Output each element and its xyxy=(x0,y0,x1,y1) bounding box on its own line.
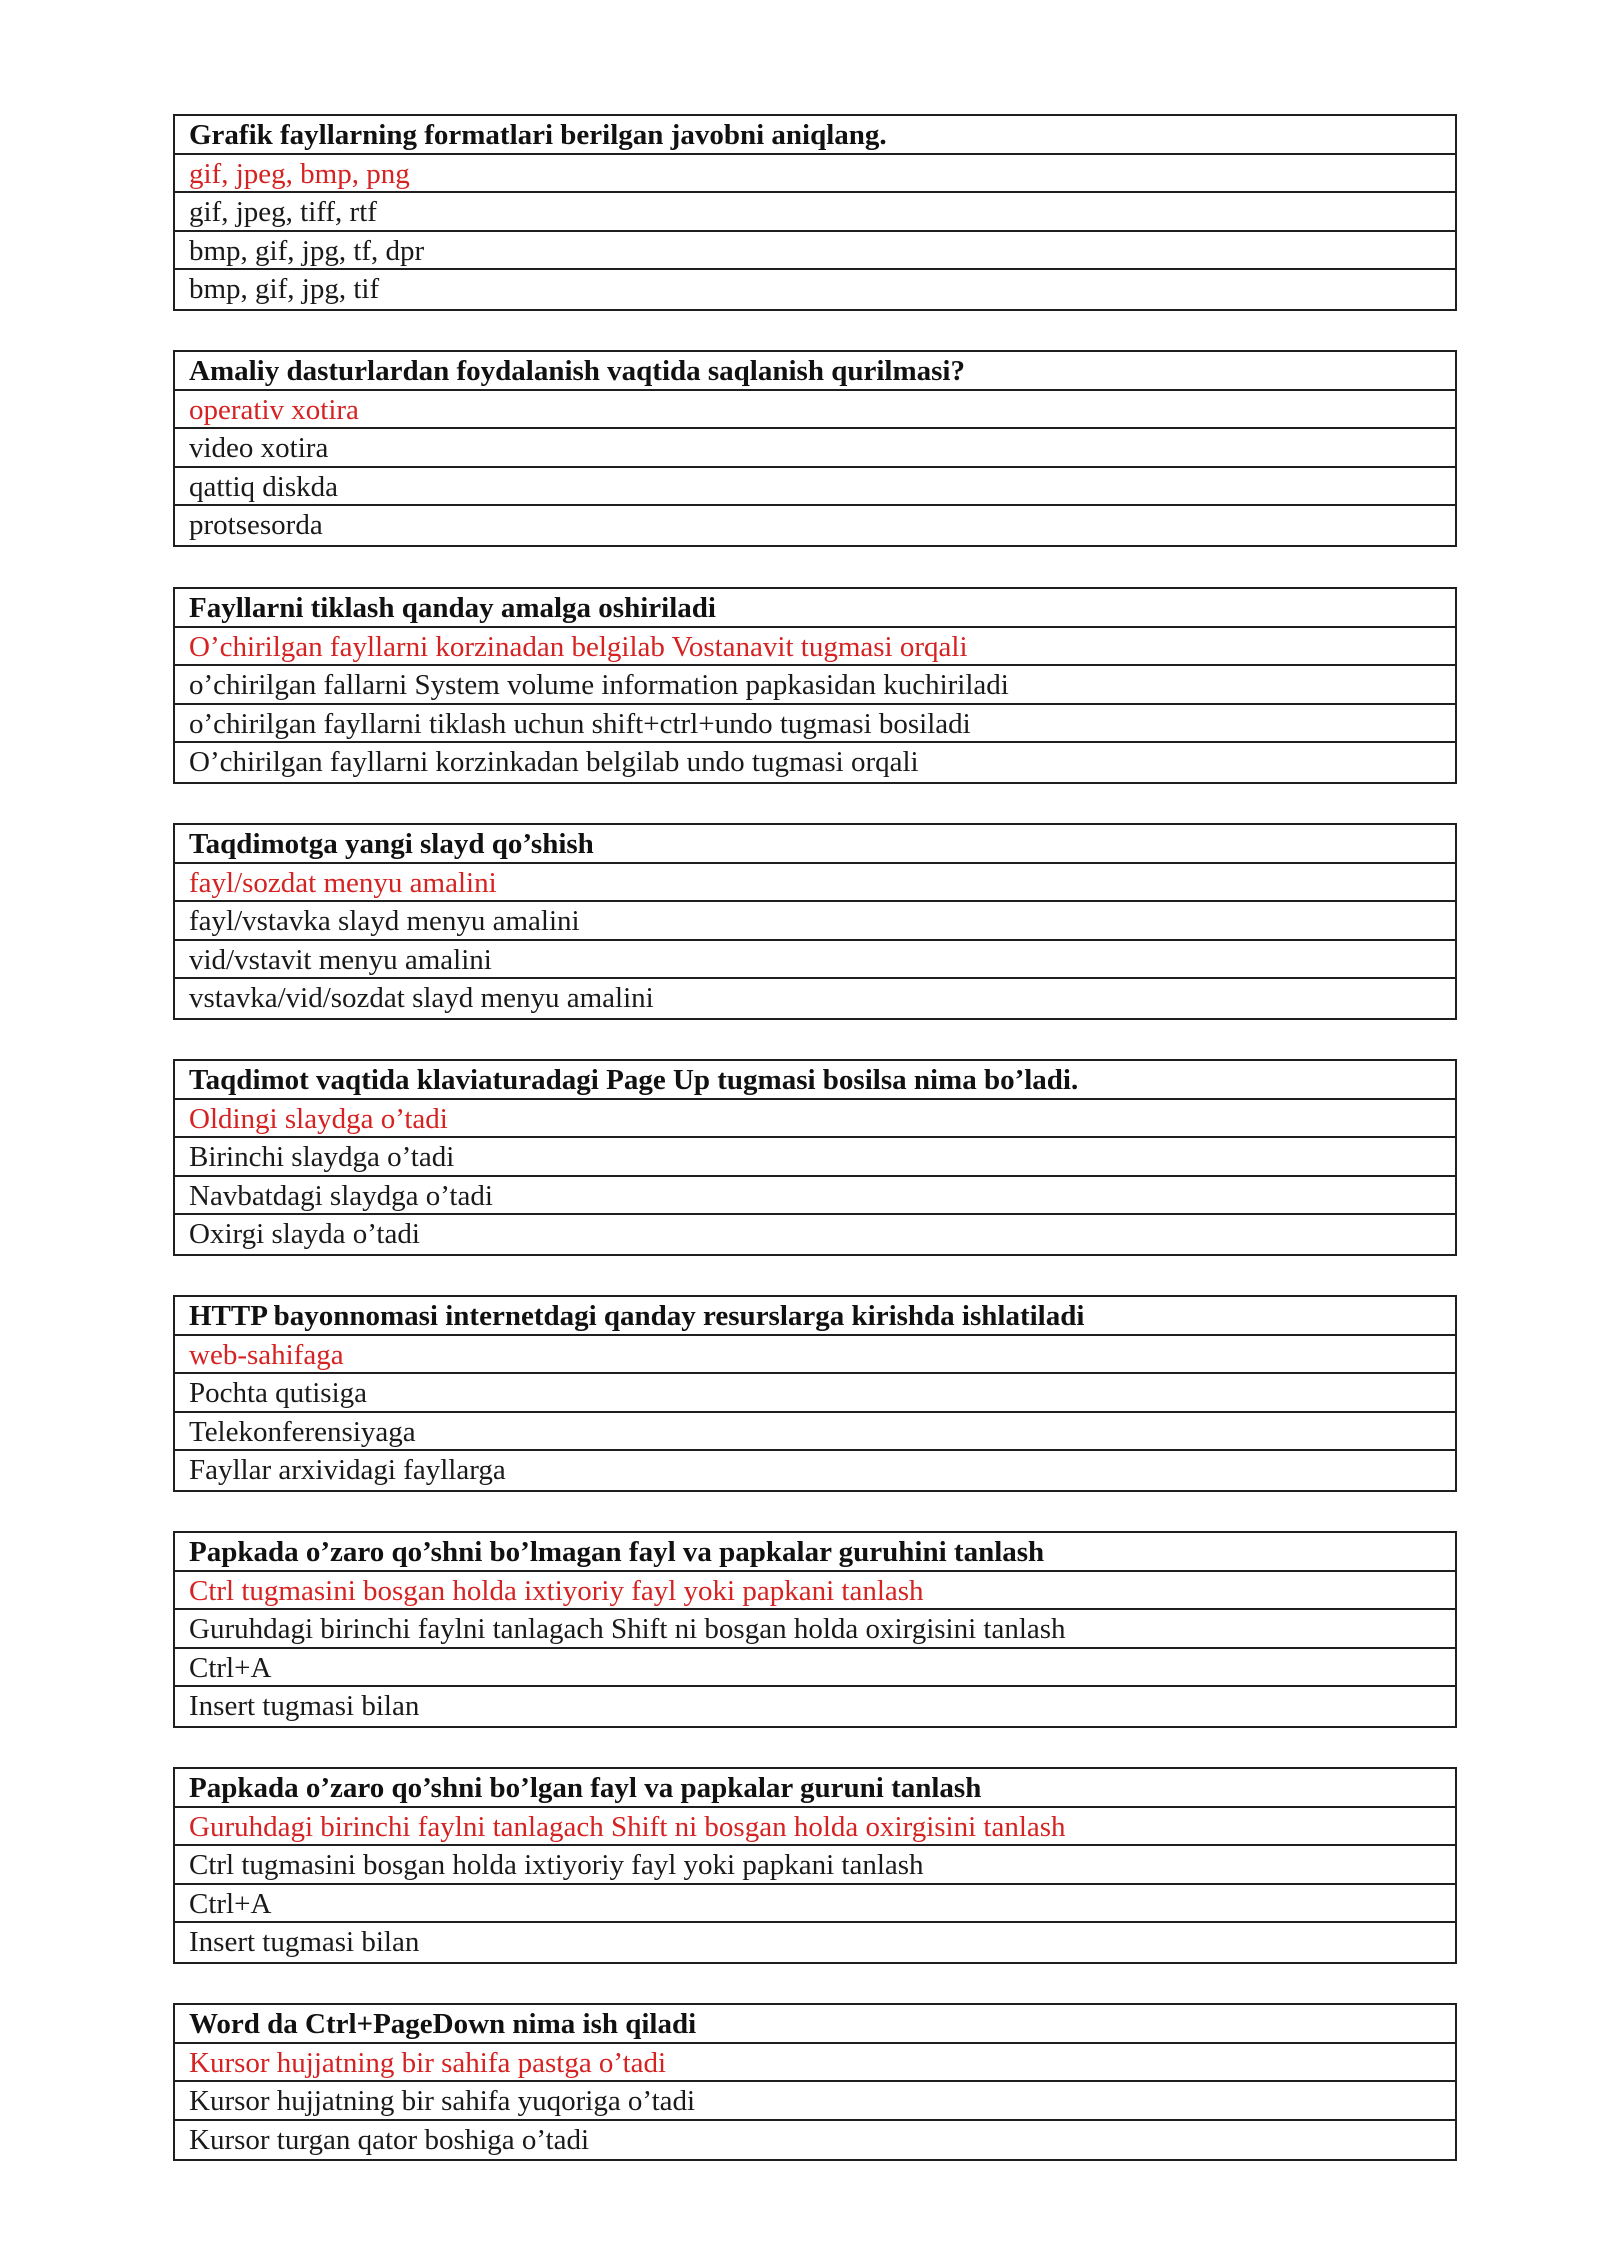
question-block xyxy=(173,1059,1457,1256)
question-block xyxy=(173,114,1457,311)
correct-answer: O’chirilgan fayllarni korzinadan belgilab Vostanavit tugmasi orqali xyxy=(175,628,1455,667)
answer-option: O’chirilgan fayllarni korzinkadan belgilab undo tugmasi orqali xyxy=(189,746,919,778)
correct-answer: operativ xotira xyxy=(175,391,1455,430)
question-text: Papkada o’zaro qo’shni bo’lmagan fayl va papkalar guruhini tanlash xyxy=(175,1533,1455,1572)
question-text: Papkada o’zaro qo’shni bo’lgan fayl va papkalar guruni tanlash xyxy=(175,1769,1455,1808)
correct-answer: gif, jpeg, bmp, png xyxy=(175,155,1455,194)
question-block xyxy=(173,587,1457,784)
answer-option: Telekonferensiyaga xyxy=(175,1413,1455,1452)
answer-option: Navbatdagi slaydga o’tadi xyxy=(175,1177,1455,1216)
question-block xyxy=(173,1531,1457,1728)
answer-option: Pochta qutisiga xyxy=(175,1374,1455,1413)
answer-option: bmp, gif, jpg, tif xyxy=(189,273,380,305)
question-text: Taqdimotga yangi slayd qo’shish xyxy=(175,825,1455,864)
answer-option: Fayllar arxividagi fayllarga xyxy=(189,1454,506,1486)
answer-option: protsesorda xyxy=(189,509,323,541)
answer-option: o’chirilgan fallarni System volume information papkasidan kuchiriladi xyxy=(175,666,1455,705)
answer-option: qattiq diskda xyxy=(175,468,1455,507)
correct-answer: fayl/sozdat menyu amalini xyxy=(175,864,1455,903)
question-text: Fayllarni tiklash qanday amalga oshiriladi xyxy=(175,589,1455,628)
answer-option: Ctrl+A xyxy=(175,1649,1455,1688)
answer-option: bmp, gif, jpg, tf, dpr xyxy=(175,232,1455,271)
question-text: Amaliy dasturlardan foydalanish vaqtida saqlanish qurilmasi? xyxy=(175,352,1455,391)
question-text: HTTP bayonnomasi internetdagi qanday resurslarga kirishda ishlatiladi xyxy=(175,1297,1455,1336)
correct-answer: Oldingi slaydga o’tadi xyxy=(175,1100,1455,1139)
answer-option: video xotira xyxy=(175,429,1455,468)
correct-answer: web-sahifaga xyxy=(175,1336,1455,1375)
question-text: Grafik fayllarning formatlari berilgan javobni aniqlang. xyxy=(175,116,1455,155)
answer-option: Kursor turgan qator boshiga o’tadi xyxy=(189,2123,590,2156)
question-text: Word da Ctrl+PageDown nima ish qiladi xyxy=(175,2005,1455,2044)
answer-option: Insert tugmasi bilan xyxy=(189,1690,420,1722)
answer-option: fayl/vstavka slayd menyu amalini xyxy=(175,902,1455,941)
correct-answer: Guruhdagi birinchi faylni tanlagach Shift ni bosgan holda oxirgisini tanlash xyxy=(175,1808,1455,1847)
correct-answer: Ctrl tugmasini bosgan holda ixtiyoriy fayl yoki papkani tanlash xyxy=(175,1572,1455,1611)
answer-option: gif, jpeg, tiff, rtf xyxy=(175,193,1455,232)
answer-option: Birinchi slaydga o’tadi xyxy=(175,1138,1455,1177)
question-block xyxy=(173,1767,1457,1964)
answer-option: o’chirilgan fayllarni tiklash uchun shift+ctrl+undo tugmasi bosiladi xyxy=(175,705,1455,744)
answer-option: Ctrl+A xyxy=(175,1885,1455,1924)
answer-option: vstavka/vid/sozdat slayd menyu amalini xyxy=(189,982,654,1014)
answer-option: Ctrl tugmasini bosgan holda ixtiyoriy fayl yoki papkani tanlash xyxy=(175,1846,1455,1885)
answer-option: Guruhdagi birinchi faylni tanlagach Shift ni bosgan holda oxirgisini tanlash xyxy=(175,1610,1455,1649)
answer-option: Oxirgi slayda o’tadi xyxy=(189,1218,420,1250)
correct-answer: Kursor hujjatning bir sahifa pastga o’tadi xyxy=(175,2044,1455,2083)
question-block xyxy=(173,350,1457,547)
question-block xyxy=(173,1295,1457,1492)
question-text: Taqdimot vaqtida klaviaturadagi Page Up tugmasi bosilsa nima bo’ladi. xyxy=(175,1061,1455,1100)
answer-option: Kursor hujjatning bir sahifa yuqoriga o’tadi xyxy=(175,2082,1455,2121)
answer-option: Insert tugmasi bilan xyxy=(189,1926,420,1958)
answer-option: vid/vstavit menyu amalini xyxy=(175,941,1455,980)
question-block xyxy=(173,823,1457,1020)
question-block xyxy=(173,2003,1457,2161)
